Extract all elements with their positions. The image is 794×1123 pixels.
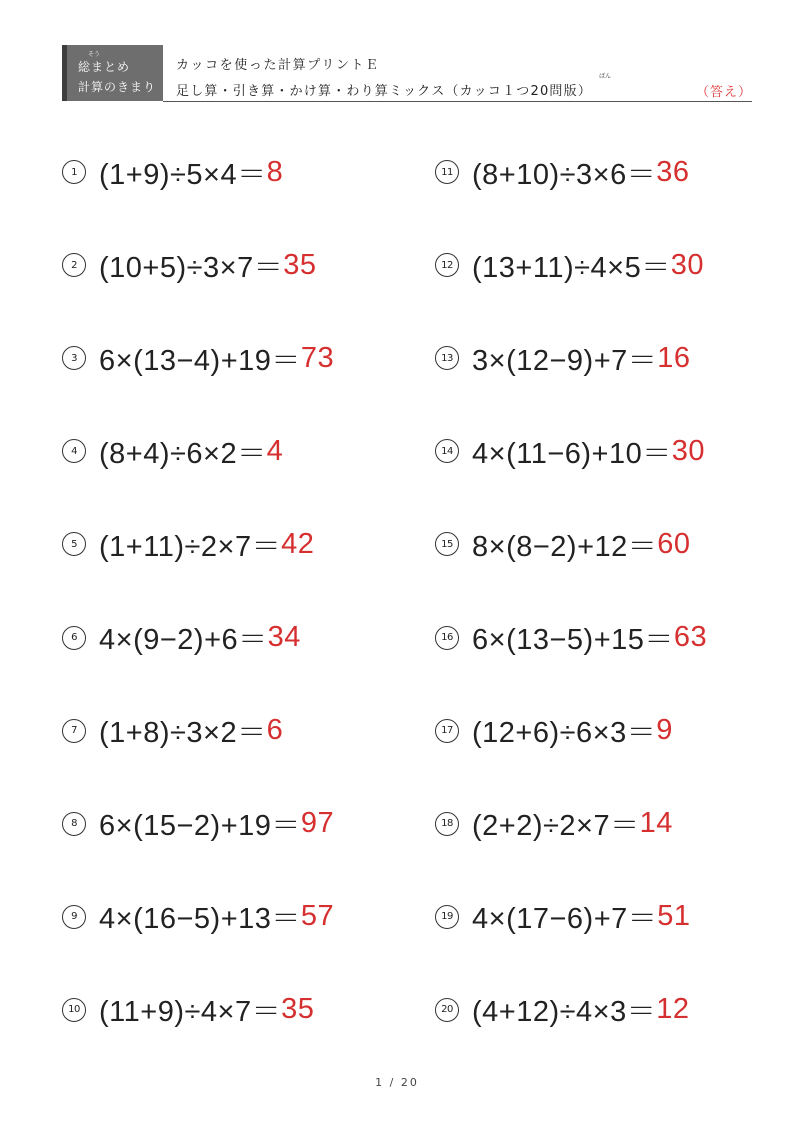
problem-expression: (12+6)÷6×3＝	[472, 717, 657, 750]
problem-item	[62, 522, 314, 566]
problem-expression: 4×(9−2)+6＝	[99, 624, 268, 656]
badge-ruby: そう	[88, 51, 101, 58]
problem-number: 12	[435, 253, 459, 277]
problem-item	[62, 895, 334, 939]
problem-expression: (10+5)÷3×7＝	[99, 251, 284, 284]
problem-expression: 6×(13−4)+19＝	[99, 344, 301, 377]
problem-answer: 30	[671, 434, 706, 467]
problem-item	[435, 709, 673, 753]
problem-expression: (2+2)÷2×7＝	[472, 810, 640, 843]
problem-item	[62, 429, 283, 473]
problem-item	[435, 616, 707, 660]
problem-number: 1	[62, 160, 86, 184]
problem-item	[435, 988, 690, 1032]
problem-number: 2	[62, 253, 86, 277]
problem-number: 9	[62, 905, 86, 929]
problem-answer: 97	[300, 807, 335, 840]
problem-number: 20	[435, 998, 459, 1022]
problem-number: 18	[435, 812, 459, 836]
problem-answer: 51	[657, 900, 691, 933]
badge-line-1: 総まとめ	[78, 60, 131, 74]
problem-expression: (1+8)÷3×2＝	[99, 717, 267, 750]
problem-number: 19	[435, 905, 459, 929]
problem-expression: (13+11)÷4×5＝	[472, 251, 671, 284]
problem-answer: 8	[266, 155, 284, 188]
problem-expression: 4×(11−6)+10＝	[472, 437, 672, 470]
problem-expression: 6×(13−5)+15＝	[472, 624, 674, 656]
problem-number: 16	[435, 626, 459, 650]
problem-answer: 12	[656, 993, 690, 1026]
problem-expression: 6×(15−2)+19＝	[99, 810, 301, 843]
problem-item	[435, 895, 691, 939]
worksheet-title: カッコを使った計算プリントＥ	[176, 58, 380, 73]
answer-key-label: （答え）	[695, 85, 752, 100]
problem-item	[435, 150, 690, 194]
problem-answer: 9	[656, 714, 673, 747]
problem-answer: 42	[281, 527, 315, 560]
problem-answer: 4	[266, 434, 284, 467]
problem-item	[62, 336, 334, 380]
ban-ruby: ばん	[599, 73, 612, 80]
problem-item	[62, 243, 317, 287]
problem-number: 5	[62, 532, 86, 556]
problem-number: 17	[435, 719, 459, 743]
problem-item	[62, 709, 283, 753]
problem-item	[435, 522, 691, 566]
problem-expression: (1+11)÷2×7＝	[99, 530, 282, 563]
problem-number: 6	[62, 626, 86, 650]
problem-item	[62, 616, 301, 660]
problem-expression: (1+9)÷5×4＝	[99, 158, 267, 191]
problem-item	[62, 802, 334, 846]
problem-number: 4	[62, 439, 86, 463]
worksheet-header	[62, 45, 752, 101]
problem-answer: 73	[300, 341, 335, 374]
problem-answer: 35	[281, 993, 315, 1026]
problem-number: 15	[435, 532, 459, 556]
problem-expression: 4×(16−5)+13＝	[99, 903, 301, 936]
problem-expression: (11+9)÷4×7＝	[99, 996, 282, 1029]
problem-number: 10	[62, 998, 86, 1022]
problem-item	[62, 150, 283, 194]
category-badge	[62, 45, 163, 101]
problem-number: 7	[62, 719, 86, 743]
problem-expression: (8+10)÷3×6＝	[472, 158, 657, 191]
problem-expression: 3×(12−9)+7＝	[472, 344, 658, 377]
problem-answer: 35	[283, 248, 317, 281]
problem-item	[62, 988, 314, 1032]
worksheet-subtitle: 足し算・引き算・かけ算・わり算ミックス（カッコ１つ20問版）	[176, 84, 593, 99]
problem-answer: 34	[267, 621, 301, 653]
badge-line-2: 計算のきまり	[78, 80, 157, 94]
problem-item	[435, 336, 691, 380]
problem-number: 14	[435, 439, 459, 463]
problem-answer: 30	[670, 248, 704, 281]
problem-expression: 8×(8−2)+12＝	[472, 530, 658, 563]
problem-answer: 14	[639, 807, 673, 840]
problem-number: 11	[435, 160, 459, 184]
problem-answer: 6	[266, 714, 284, 747]
problem-answer: 57	[300, 900, 335, 933]
problem-answer: 16	[657, 341, 691, 374]
problem-expression: (4+12)÷4×3＝	[472, 996, 657, 1029]
header-divider	[163, 101, 752, 102]
problem-number: 13	[435, 346, 459, 370]
problem-number: 3	[62, 346, 86, 370]
problem-item	[435, 802, 673, 846]
problem-item	[435, 243, 704, 287]
problem-answer: 36	[656, 155, 690, 188]
problem-expression: 4×(17−6)+7＝	[472, 903, 658, 936]
problem-item	[435, 429, 705, 473]
page-number: 1 / 20	[375, 1076, 419, 1089]
problem-answer: 60	[657, 527, 691, 560]
problem-number: 8	[62, 812, 86, 836]
problem-answer: 63	[673, 621, 708, 653]
problem-expression: (8+4)÷6×2＝	[99, 437, 267, 470]
